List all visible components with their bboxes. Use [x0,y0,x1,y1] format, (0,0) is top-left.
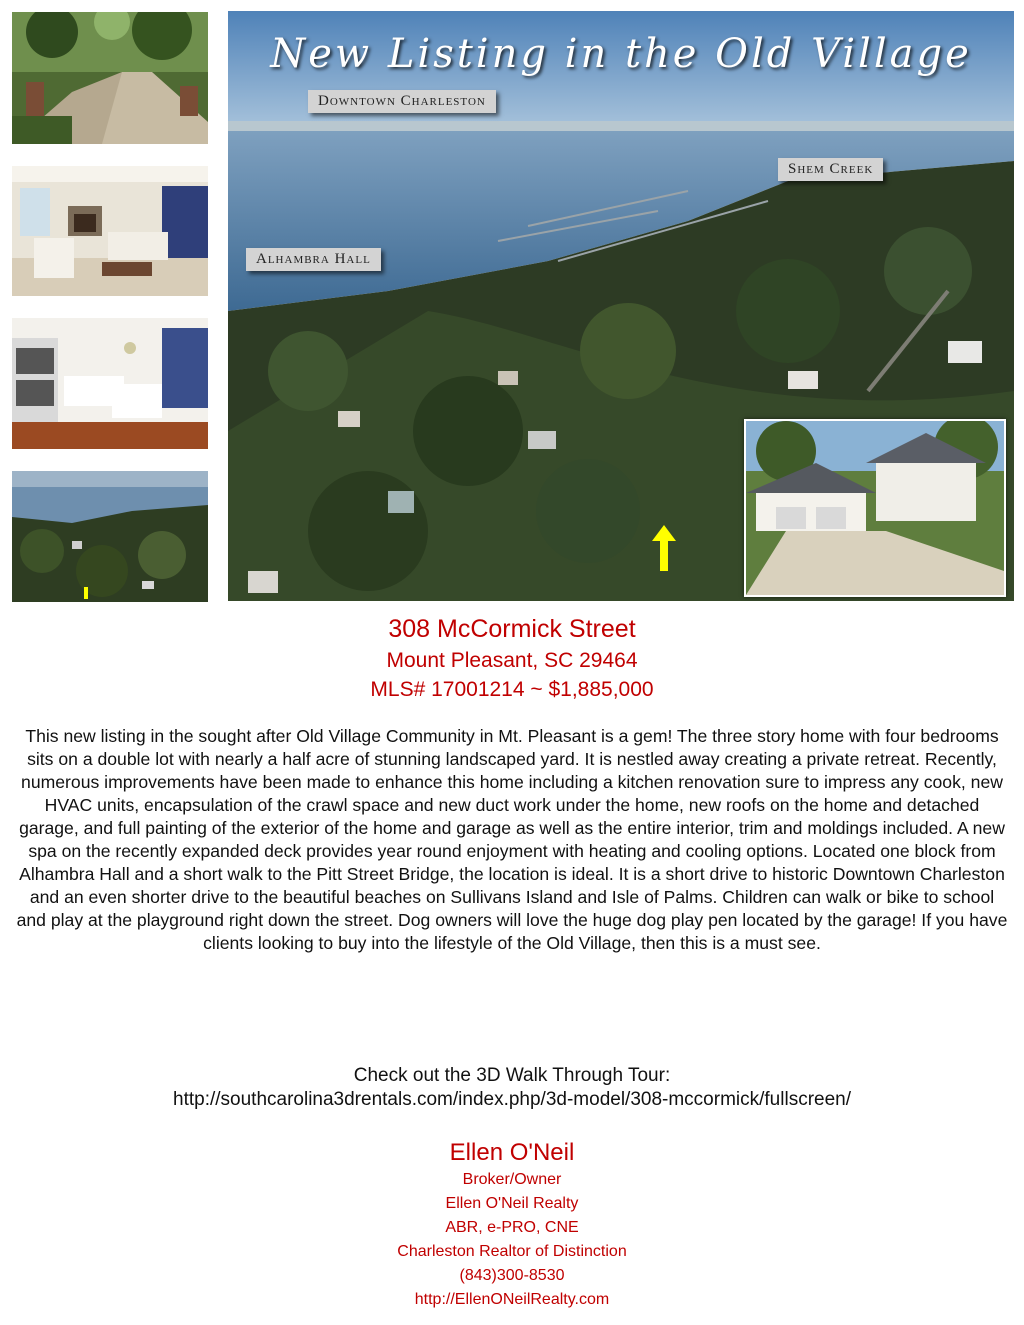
agent-phone[interactable]: (843)300-8530 [459,1267,565,1284]
label-downtown-charleston: Downtown Charleston [308,90,496,113]
tour-heading: Check out the 3D Walk Through Tour: [353,1065,671,1086]
street-address: 308 McCormick Street [388,615,636,643]
agent-award: Charleston Realtor of Distinction [397,1243,627,1260]
agent-name: Ellen O'Neil [449,1139,575,1166]
city-state-zip: Mount Pleasant, SC 29464 [386,649,638,672]
mls-and-price: MLS# 17001214 ~ $1,885,000 [370,678,654,701]
photo-aerial-small [12,471,208,602]
hero-title: New Listing in the Old Village [270,31,972,77]
label-alhambra-hall: Alhambra Hall [246,248,381,271]
photo-living-room [12,166,208,296]
photo-driveway [12,12,208,144]
tour-link[interactable]: http://southcarolina3drentals.com/index.php/3d-model/308-mccormick/fullscreen/ [173,1089,851,1110]
agent-designations: ABR, e-PRO, CNE [445,1219,579,1236]
photo-kitchen [12,318,208,449]
agent-title: Broker/Owner [462,1171,562,1188]
label-shem-creek: Shem Creek [778,158,883,181]
agent-website-link[interactable]: http://EllenONeilRealty.com [414,1291,610,1308]
agent-contact-block [0,1138,1024,1312]
yellow-arrow-icon [652,525,676,571]
address-block [0,612,1024,704]
listing-description: This new listing in the sought after Old Village Community in Mt. Pleasant is a gem! The three story home with four bedrooms sits on a double lot with nearly a half acre of stunning landscaped yard. It is nestled away creating a private retreat. Recently, numerous improvements have been made to enhance this home including a kitchen renovation sure to impress any cook, new HVAC units, encapsulation of the crawl space and new duct work under the home, new roofs on the home and detached garage, and full painting of the exterior of the home and garage as well as the entire interior, trim and moldings included. A new spa on the recently expanded deck provides year round enjoyment with heating and cooling options. Located one block from Alhambra Hall and a short walk to the Pitt Street Bridge, the location is ideal. It is a short drive to historic Downtown Charleston and an even shorter drive to the beautiful beaches on Sullivans Island and Isle of Palms. Children can walk or bike to school and play at the playground right down the street. Dog owners will love the huge dog play pen located by the garage! If you have clients looking to buy into the lifestyle of the Old Village, then this is a must see. [16,726,1008,953]
agent-company: Ellen O'Neil Realty [445,1195,579,1212]
hero-aerial-photo [228,11,1014,601]
inset-house-photo [744,419,1006,597]
